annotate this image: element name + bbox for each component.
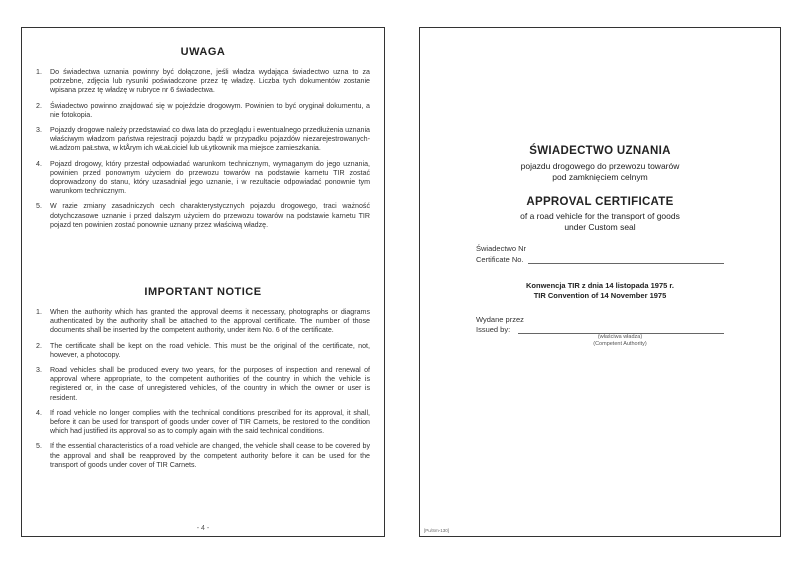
english-subtitle-2: under Custom seal bbox=[564, 222, 636, 232]
uwaga-list bbox=[36, 68, 370, 236]
certificate-label-en: Certificate No. bbox=[476, 255, 524, 264]
notice-item-text: If the essential characteristics of a road vehicle are changed, the vehicle shall cease to be covered by the approval and shall be reapproved by the competent authority before it can be used for the transport of goods under cover of TIR Carnets. bbox=[50, 442, 370, 469]
uwaga-item-number: 1. bbox=[36, 68, 42, 76]
notice-item-number: 2. bbox=[36, 341, 42, 350]
uwaga-item bbox=[36, 202, 370, 230]
notice-item bbox=[36, 409, 370, 437]
uwaga-item-number: 3. bbox=[36, 126, 42, 135]
uwaga-item-text: W razie zmiany zasadniczych cech charakterystycznych pojazdu drogowego, traci ważność dotychczasowe uznanie i przed dalszym użyciem do przewozu towarów na podstawie karnetu TIR pojazd ten powinien zostać ponownie uznany przez właściwą władzę. bbox=[50, 202, 370, 229]
notice-item-number: 5. bbox=[36, 442, 42, 451]
notice-item bbox=[36, 342, 370, 360]
uwaga-item-number: 4. bbox=[36, 159, 42, 168]
left-page bbox=[21, 27, 385, 537]
english-title: APPROVAL CERTIFICATE bbox=[526, 196, 674, 208]
uwaga-item bbox=[36, 102, 370, 120]
uwaga-item-text: Świadectwo powinno znajdować się w pojeździe drogowym. Powinien to być oryginał dokumentu, a nie fotokopia. bbox=[50, 101, 370, 119]
uwaga-item bbox=[36, 68, 370, 96]
uwaga-item-text: Pojazd drogowy, który przestał odpowiadać warunkom technicznym, wymaganym do jego uznania, powinien przed ponownym użyciem do przewozu towarów na podstawie karnetu TIR zostać doprowadzony do stanu, który uzasadniał jego uznanie, i w rezultacie odpowiadać ponownie tym warunkom technicznym. bbox=[50, 159, 370, 196]
competent-authority-label-en: (Competent Authority) bbox=[593, 341, 647, 347]
important-notice-heading: IMPORTANT NOTICE bbox=[144, 286, 262, 298]
convention-en: TIR Convention of 14 November 1975 bbox=[533, 291, 667, 300]
notice-item-text: Road vehicles shall be produced every two years, for the purposes of inspection and renewal of approval where appropriate, to the competent authorities of the country in which the vehicle is registered or, in the case of unregistered vehicles, of the country in which the owner or user is resident. bbox=[50, 366, 370, 402]
uwaga-item bbox=[36, 160, 370, 197]
issued-by-label-pl: Wydane przez bbox=[476, 315, 524, 324]
uwaga-item-number: 5. bbox=[36, 202, 42, 211]
notice-item bbox=[36, 442, 370, 470]
page-number: - 4 - bbox=[196, 525, 210, 532]
certificate-label-pl: Świadectwo Nr bbox=[476, 244, 527, 253]
form-code: [Pu/Sm-130] bbox=[424, 528, 450, 533]
notice-item-text: When the authority which has granted the approval deems it necessary, photographs or diagrams authenticated by the authority shall be attached to the approval certificate. The number of those documents shall be inserted by the competent authority, under item No. 6 of the certificate. bbox=[50, 308, 370, 335]
uwaga-item bbox=[36, 126, 370, 154]
notice-item-text: If road vehicle no longer complies with the technical conditions prescribed for its approval, it shall, before it can be used for transport of goods under cover of TIR Carnets, be restored to the condition which had justified its approval so as to comply again with the said technical conditions. bbox=[50, 408, 370, 436]
notice-item-text: The certificate shall be kept on the road vehicle. This must be the original of the certificate, not, however, a photocopy. bbox=[50, 341, 370, 359]
certificate-number-field[interactable] bbox=[528, 263, 724, 264]
uwaga-item-text: Do świadectwa uznania powinny być dołączone, jeśli władza wydająca świadectwo uzna to za potrzebne, zdjęcia lub rysunki poświadczone przez tę władzę. Liczba tych dokumentów zostanie wpisana przez tę władzę w rubryce nr 6 świadectwa. bbox=[50, 68, 370, 95]
polish-subtitle-2: pod zamknięciem celnym bbox=[552, 172, 648, 182]
polish-title: ŚWIADECTWO UZNANIA bbox=[529, 145, 671, 157]
uwaga-heading: UWAGA bbox=[180, 46, 226, 58]
uwaga-item-text: Pojazdy drogowe należy przedstawiać co dwa lata do przeglądu i ewentualnego przedłużenia uznania właściwym władzom państwa rejestracji pojazdu bądź w przypadku pojazdów niezarejestrowanych- wŁadzom paŁstwa, w ktÅrym ich wŁaŁciciel lub uŁytkownik ma miejsce zamieszkania. bbox=[50, 126, 370, 153]
notice-item-number: 1. bbox=[36, 308, 42, 316]
notice-item bbox=[36, 366, 370, 403]
notice-item bbox=[36, 308, 370, 336]
polish-subtitle-1: pojazdu drogowego do przewozu towarów bbox=[520, 161, 680, 171]
convention-pl: Konwencja TIR z dnia 14 listopada 1975 r. bbox=[526, 281, 674, 290]
uwaga-item-number: 2. bbox=[36, 101, 42, 110]
right-page bbox=[419, 27, 781, 537]
notice-item-number: 4. bbox=[36, 408, 42, 417]
notice-item-number: 3. bbox=[36, 366, 42, 375]
issued-by-label-en: Issued by: bbox=[476, 325, 511, 334]
important-notice-list bbox=[36, 308, 370, 476]
competent-authority-label-pl: (właściwa władza) bbox=[597, 334, 643, 340]
english-subtitle-1: of a road vehicle for the transport of goods bbox=[520, 211, 680, 221]
